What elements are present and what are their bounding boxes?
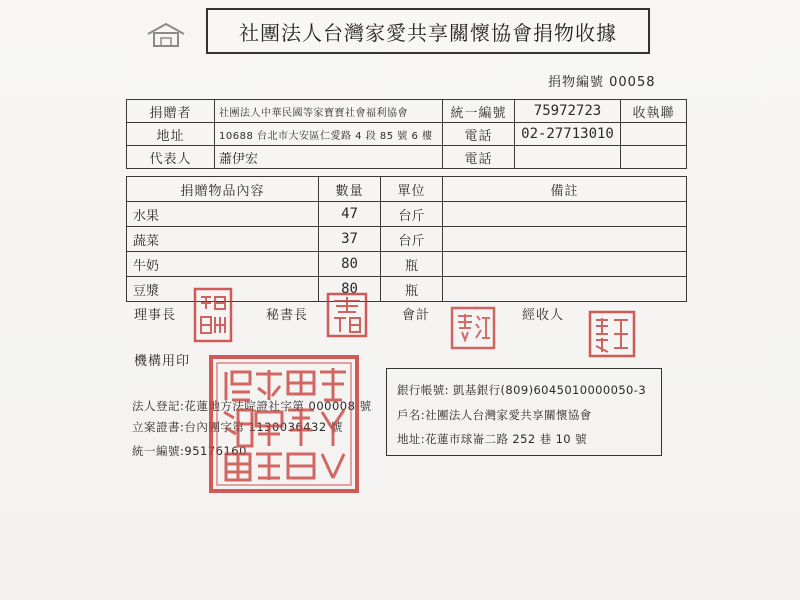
bank-holder: 戶名:社團法人台灣家愛共享關懷協會 <box>397 408 592 422</box>
receipt-title: 社團法人台灣家愛共享關懷協會捐物收據 <box>206 8 650 54</box>
address-label: 地址 <box>127 123 215 146</box>
secretary-seal-stamp <box>326 292 368 338</box>
receiver-seal-stamp <box>588 310 636 358</box>
chairman-seal-stamp <box>193 287 233 343</box>
items-header-row <box>127 177 687 202</box>
org-seal-label: 機構用印 <box>134 354 191 369</box>
blank-cell <box>621 123 687 146</box>
organization-seal-stamp <box>208 354 360 494</box>
accounting-label: 會計 <box>402 308 431 323</box>
copy-label: 收執聯 <box>621 100 687 123</box>
bank-account: 銀行帳號: 凱基銀行(809)6045010000050-3 <box>397 383 647 397</box>
rep-row <box>127 146 687 169</box>
house-logo-icon <box>146 22 186 48</box>
items-header-qty: 數量 <box>319 177 381 202</box>
item-note <box>443 227 687 252</box>
donor-taxid: 75972723 <box>515 100 621 123</box>
accounting-seal-stamp <box>450 306 496 350</box>
receiver-label: 經收人 <box>522 308 565 323</box>
items-header-unit: 單位 <box>381 177 443 202</box>
item-name: 牛奶 <box>127 252 319 277</box>
item-name: 豆漿 <box>127 277 319 302</box>
item-qty: 47 <box>319 202 381 227</box>
phone-label: 電話 <box>443 123 515 146</box>
item-qty: 80 <box>319 277 381 302</box>
donor-rep: 蕭伊宏 <box>215 146 443 169</box>
items-table <box>126 176 687 302</box>
permit-number: 立案證書:台內團字第 1130036432 號 <box>132 420 343 434</box>
item-note <box>443 252 687 277</box>
item-unit: 台斤 <box>381 227 443 252</box>
phone2-label: 電話 <box>443 146 515 169</box>
donor-address: 10688 台北市大安區仁愛路 4 段 85 號 6 樓 <box>215 123 443 146</box>
blank-cell <box>621 146 687 169</box>
donor-row <box>127 100 687 123</box>
item-unit: 瓶 <box>381 252 443 277</box>
taxid-label: 統一編號 <box>443 100 515 123</box>
court-registration: 法人登記:花蓮地方法院證社字第 000008 號 <box>132 399 372 413</box>
item-qty: 80 <box>319 252 381 277</box>
item-unit: 台斤 <box>381 202 443 227</box>
item-qty: 37 <box>319 227 381 252</box>
item-name: 蔬菜 <box>127 227 319 252</box>
donor-label: 捐贈者 <box>127 100 215 123</box>
bank-address: 地址:花蓮市球崙二路 252 巷 10 號 <box>397 432 587 446</box>
receipt-serial: 捐物編號 00058 <box>548 75 656 90</box>
donor-phone2 <box>515 146 621 169</box>
org-taxid: 統一編號:95176160 <box>132 444 247 458</box>
item-note <box>443 277 687 302</box>
item-note <box>443 202 687 227</box>
donor-info-table <box>126 99 687 169</box>
table-row <box>127 252 687 277</box>
item-unit: 瓶 <box>381 277 443 302</box>
donor-phone: 02-27713010 <box>515 123 621 146</box>
chairman-label: 理事長 <box>134 308 177 323</box>
items-header-content: 捐贈物品內容 <box>127 177 319 202</box>
address-row <box>127 123 687 146</box>
rep-label: 代表人 <box>127 146 215 169</box>
table-row <box>127 202 687 227</box>
donor-name: 社團法人中華民國等家寶寶社會福利協會 <box>215 100 443 123</box>
items-header-note: 備註 <box>443 177 687 202</box>
secretary-label: 秘書長 <box>266 308 309 323</box>
item-name: 水果 <box>127 202 319 227</box>
table-row <box>127 227 687 252</box>
bank-info-box <box>386 368 662 456</box>
